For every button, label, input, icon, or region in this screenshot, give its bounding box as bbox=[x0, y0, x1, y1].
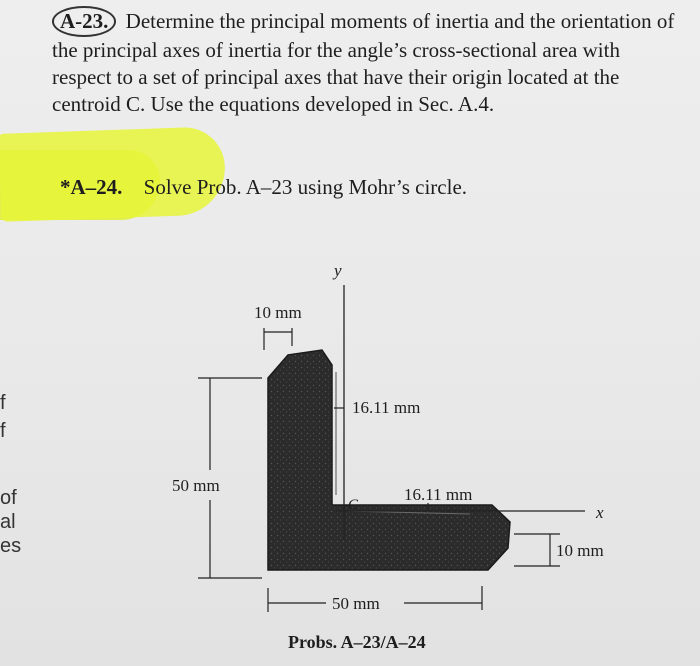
y-axis-label: y bbox=[334, 261, 342, 280]
margin-fragment: f bbox=[0, 420, 6, 442]
dim-centroid-y: 16.11 mm bbox=[404, 485, 473, 504]
dim-right-thickness: 10 mm bbox=[556, 541, 604, 560]
angle-section-shape bbox=[268, 350, 510, 570]
problem-number: *A–24. bbox=[60, 175, 123, 199]
margin-fragment: f bbox=[0, 392, 6, 414]
margin-fragment: es bbox=[0, 535, 22, 557]
margin-fragment: of bbox=[0, 487, 17, 509]
dim-bottom-width: 50 mm bbox=[332, 594, 380, 613]
dim-height: 50 mm bbox=[172, 476, 220, 495]
problem-statement: Solve Prob. A–23 using Mohr’s circle. bbox=[143, 175, 468, 199]
centroid-label: C bbox=[348, 497, 359, 513]
figure-caption: Probs. A–23/A–24 bbox=[288, 632, 426, 652]
x-axis-label: x bbox=[596, 503, 604, 522]
problem-number: A-23. bbox=[52, 6, 116, 37]
margin-fragment: al bbox=[0, 511, 16, 533]
dim-top-width: 10 mm bbox=[254, 303, 302, 322]
problem-statement: Determine the principal moments of inertia and the orientation of the principal axes of inertia for the angle’s cross-sectional area with respect to a set of principal axes that have their origin located at the centroid C. Use the equations developed in Sec. A.4. bbox=[52, 9, 675, 116]
dim-centroid-x: 16.11 mm bbox=[352, 398, 421, 417]
